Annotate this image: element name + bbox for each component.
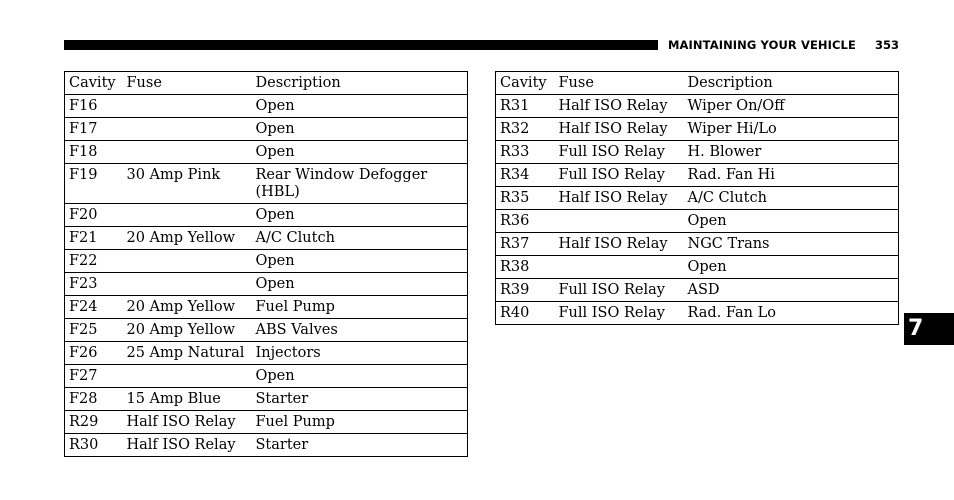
header-rule <box>64 40 658 50</box>
cell-cavity: F20 <box>65 204 123 227</box>
cell-description: Open <box>252 365 468 388</box>
cell-cavity: R38 <box>496 256 555 279</box>
cell-fuse <box>123 204 252 227</box>
cell-fuse: Half ISO Relay <box>123 411 252 434</box>
cell-fuse <box>123 365 252 388</box>
cell-fuse <box>123 141 252 164</box>
cell-cavity: R36 <box>496 210 555 233</box>
cell-cavity: F24 <box>65 296 123 319</box>
fuse-table-right <box>495 71 899 325</box>
cell-fuse: 20 Amp Yellow <box>123 296 252 319</box>
cell-cavity: F26 <box>65 342 123 365</box>
column-header-fuse: Fuse <box>555 72 684 95</box>
cell-description: H. Blower <box>684 141 899 164</box>
cell-cavity: R37 <box>496 233 555 256</box>
table-row <box>496 256 899 279</box>
page-number: 353 <box>875 38 900 52</box>
table-header-row <box>65 72 468 95</box>
cell-fuse: Half ISO Relay <box>555 187 684 210</box>
cell-cavity: R30 <box>65 434 123 457</box>
cell-description: Open <box>684 256 899 279</box>
cell-description: Rear Window Defogger (HBL) <box>252 164 468 204</box>
cell-fuse: Half ISO Relay <box>123 434 252 457</box>
section-title: MAINTAINING YOUR VEHICLE <box>668 38 856 52</box>
column-header-fuse: Fuse <box>123 72 252 95</box>
column-header-description: Description <box>684 72 899 95</box>
cell-cavity: R40 <box>496 302 555 325</box>
cell-fuse: 30 Amp Pink <box>123 164 252 204</box>
cell-fuse: Half ISO Relay <box>555 233 684 256</box>
cell-description: Injectors <box>252 342 468 365</box>
cell-cavity: F17 <box>65 118 123 141</box>
cell-fuse: Full ISO Relay <box>555 279 684 302</box>
cell-description: Open <box>252 250 468 273</box>
table-row <box>496 302 899 325</box>
cell-description: Open <box>252 141 468 164</box>
table-row <box>65 227 468 250</box>
cell-description: Fuel Pump <box>252 296 468 319</box>
table-row <box>65 204 468 227</box>
table-header-row <box>496 72 899 95</box>
cell-description: Open <box>252 204 468 227</box>
cell-fuse: Half ISO Relay <box>555 95 684 118</box>
cell-cavity: R35 <box>496 187 555 210</box>
cell-fuse <box>123 118 252 141</box>
cell-cavity: F16 <box>65 95 123 118</box>
cell-fuse: Full ISO Relay <box>555 141 684 164</box>
cell-description: A/C Clutch <box>252 227 468 250</box>
column-header-cavity: Cavity <box>496 72 555 95</box>
cell-description: Starter <box>252 434 468 457</box>
column-header-cavity: Cavity <box>65 72 123 95</box>
cell-cavity: F23 <box>65 273 123 296</box>
table-row <box>496 187 899 210</box>
table-row <box>65 388 468 411</box>
cell-description: Wiper On/Off <box>684 95 899 118</box>
table-row <box>496 164 899 187</box>
cell-fuse: Full ISO Relay <box>555 302 684 325</box>
cell-cavity: R29 <box>65 411 123 434</box>
table-row <box>65 411 468 434</box>
cell-description: Starter <box>252 388 468 411</box>
cell-description: A/C Clutch <box>684 187 899 210</box>
cell-description: Open <box>252 273 468 296</box>
table-row <box>496 118 899 141</box>
cell-fuse <box>123 273 252 296</box>
cell-fuse: 20 Amp Yellow <box>123 227 252 250</box>
table-row <box>65 118 468 141</box>
cell-cavity: F28 <box>65 388 123 411</box>
cell-description: Open <box>252 95 468 118</box>
cell-cavity: R32 <box>496 118 555 141</box>
cell-fuse: Full ISO Relay <box>555 164 684 187</box>
cell-fuse <box>555 256 684 279</box>
table-row <box>496 210 899 233</box>
table-row <box>496 233 899 256</box>
cell-description: Rad. Fan Lo <box>684 302 899 325</box>
chapter-tab: 7 <box>904 313 954 345</box>
cell-cavity: F22 <box>65 250 123 273</box>
cell-cavity: F18 <box>65 141 123 164</box>
cell-cavity: R34 <box>496 164 555 187</box>
cell-description: Rad. Fan Hi <box>684 164 899 187</box>
cell-description: ASD <box>684 279 899 302</box>
table-row <box>496 279 899 302</box>
table-row <box>65 342 468 365</box>
cell-cavity: R39 <box>496 279 555 302</box>
cell-cavity: R31 <box>496 95 555 118</box>
cell-cavity: F25 <box>65 319 123 342</box>
table-row <box>65 273 468 296</box>
cell-fuse: Half ISO Relay <box>555 118 684 141</box>
table-row <box>65 434 468 457</box>
cell-cavity: R33 <box>496 141 555 164</box>
cell-description: NGC Trans <box>684 233 899 256</box>
cell-description: Open <box>252 118 468 141</box>
table-row <box>65 141 468 164</box>
cell-fuse: 25 Amp Natural <box>123 342 252 365</box>
table-row <box>65 365 468 388</box>
cell-fuse: 20 Amp Yellow <box>123 319 252 342</box>
table-row <box>65 296 468 319</box>
table-row <box>65 250 468 273</box>
cell-description: Fuel Pump <box>252 411 468 434</box>
cell-cavity: F21 <box>65 227 123 250</box>
table-row <box>65 164 468 204</box>
table-row <box>65 95 468 118</box>
table-row <box>496 141 899 164</box>
cell-description: Wiper Hi/Lo <box>684 118 899 141</box>
cell-fuse <box>123 250 252 273</box>
cell-cavity: F27 <box>65 365 123 388</box>
fuse-table-left <box>64 71 468 457</box>
table-row <box>496 95 899 118</box>
cell-fuse: 15 Amp Blue <box>123 388 252 411</box>
cell-description: ABS Valves <box>252 319 468 342</box>
cell-cavity: F19 <box>65 164 123 204</box>
cell-description: Open <box>684 210 899 233</box>
cell-fuse <box>123 95 252 118</box>
cell-fuse <box>555 210 684 233</box>
column-header-description: Description <box>252 72 468 95</box>
table-row <box>65 319 468 342</box>
